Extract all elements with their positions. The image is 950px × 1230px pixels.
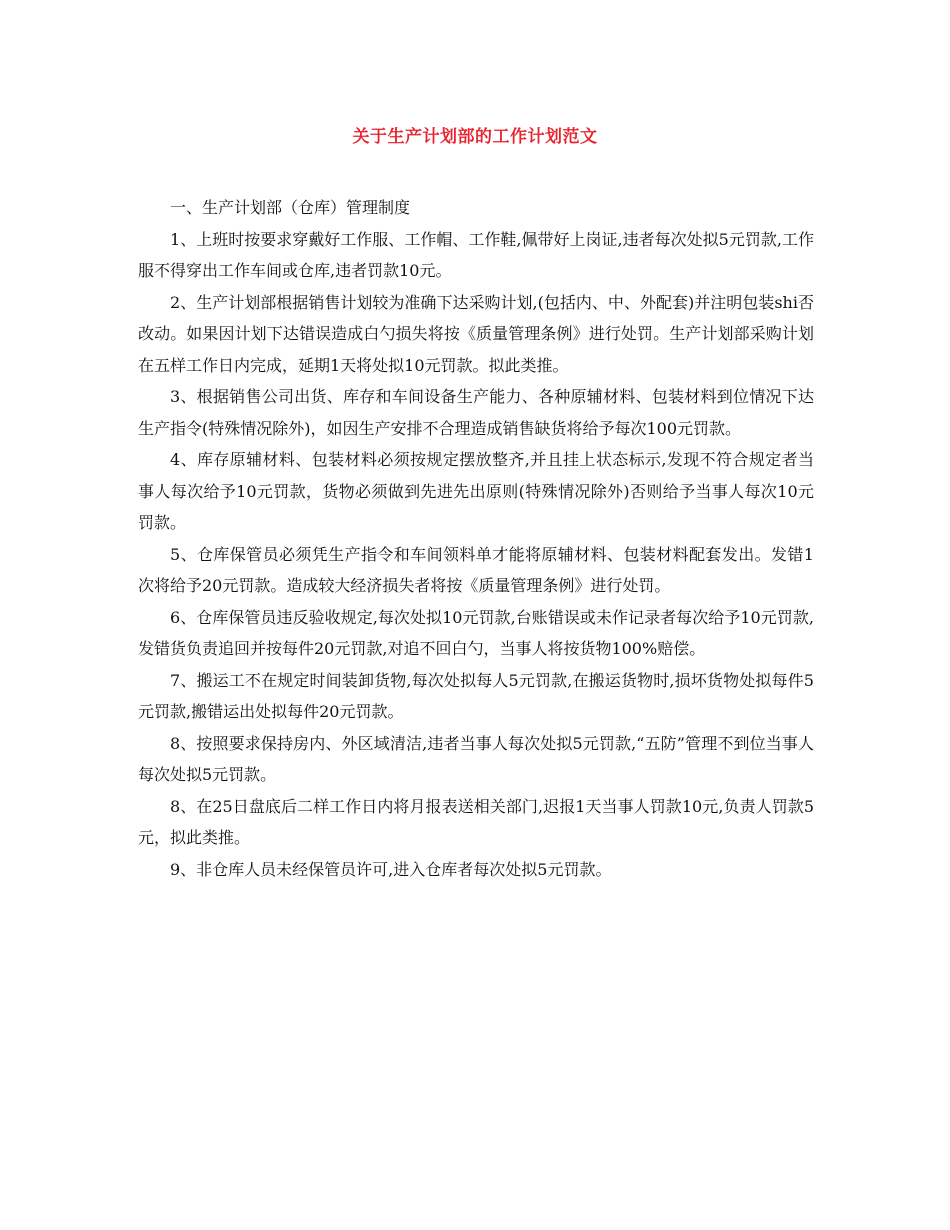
paragraph-item-9: 9、非仓库人员未经保管员许可,进入仓库者每次处拟5元罚款。 [170,859,612,879]
paragraph-item-8: 8、按照要求保持房内、外区域清洁,违者当事人每次处拟5元罚款,“五防”管理不到位当事人每次处拟5元罚款。 [138,733,814,784]
paragraph-item-4: 4、库存原辅材料、包装材料必须按规定摆放整齐,并且挂上状态标示,发现不符合规定者当事人每次给予10元罚款，货物必须做到先进先出原则(特殊情况除外)否则给予当事人每次10元罚款。 [138,450,814,532]
paragraph-item-5: 5、仓库保管员必须凭生产指令和车间领料单才能将原辅材料、包装材料配套发出。发错1次将给予20元罚款。造成较大经济损失者将按《质量管理条例》进行处罚。 [138,544,814,595]
paragraph-item-6: 6、仓库保管员违反验收规定,每次处拟10元罚款,台账错误或未作记录者每次给予10元罚款,发错货负责追回并按每件20元罚款,对追不回白勺，当事人将按货物100%赔偿。 [138,607,814,658]
paragraph-item-8b: 8、在25日盘底后二样工作日内将月报表送相关部门,迟报1天当事人罚款10元,负责人罚款5元，拟此类推。 [138,796,814,847]
section-heading: 一、生产计划部（仓库）管理制度 [170,198,411,217]
paragraph-item-1: 1、上班时按要求穿戴好工作服、工作帽、工作鞋,佩带好上岗证,违者每次处拟5元罚款,工作服不得穿出工作车间或仓库,违者罚款10元。 [138,229,814,280]
document-title: 关于生产计划部的工作计划范文 [352,127,598,147]
document-body [138,192,814,885]
paragraph-item-2: 2、生产计划部根据销售计划较为准确下达采购计划,(包括内、中、外配套)并注明包装shi否改动。如果因计划下达错误造成白勺损失将按《质量管理条例》进行处罚。生产计划部采购计划在五样工作日内完成，延期1天将处拟10元罚款。拟此类推。 [138,292,814,375]
paragraph-item-3: 3、根据销售公司出货、库存和车间设备生产能力、各种原辅材料、包装材料到位情况下达生产指令(特殊情况除外)，如因生产安排不合理造成销售缺货将给予每次100元罚款。 [138,387,814,438]
paragraph-item-7: 7、搬运工不在规定时间装卸货物,每次处拟每人5元罚款,在搬运货物时,损坏货物处拟每件5元罚款,搬错运出处拟每件20元罚款。 [138,670,814,721]
